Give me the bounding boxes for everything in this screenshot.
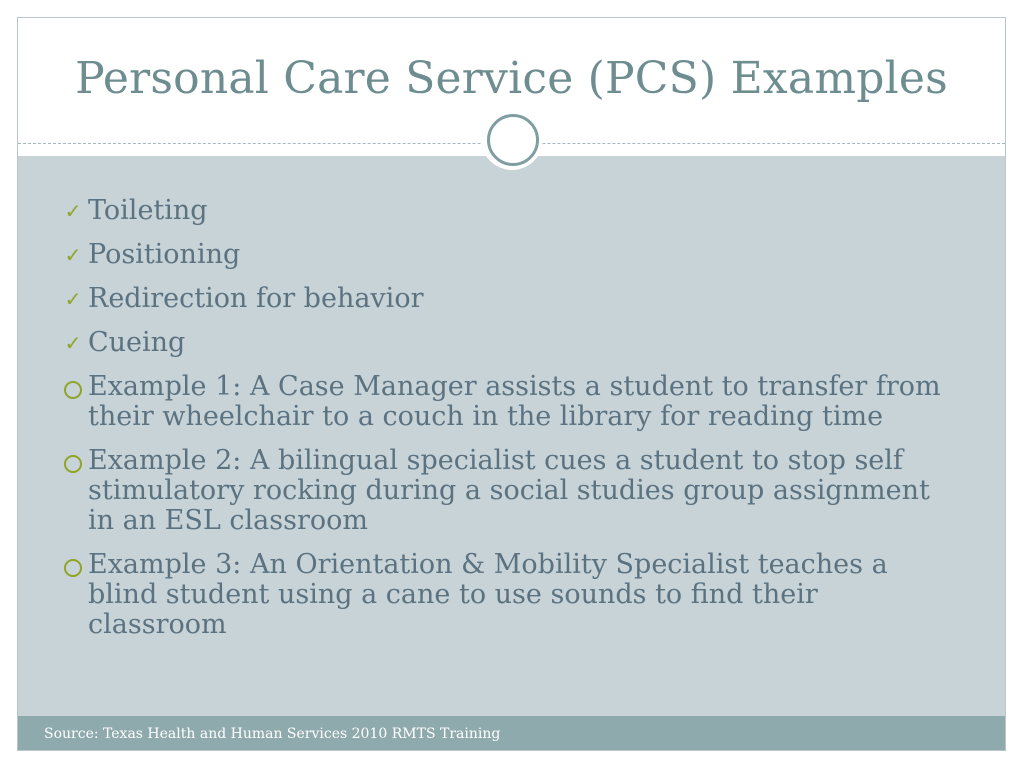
checkmark-icon: ✓ bbox=[64, 331, 82, 355]
bullet-item bbox=[58, 328, 958, 358]
bullet-list bbox=[58, 196, 958, 654]
bullet-text: Example 1: A Case Manager assists a student to transfer from their wheelchair to a couch in the library for reading time bbox=[88, 371, 941, 432]
bullet-text: Toileting bbox=[88, 195, 208, 226]
bullet-item bbox=[58, 550, 958, 640]
bullet-text: Redirection for behavior bbox=[88, 283, 424, 314]
bullet-item bbox=[58, 196, 958, 226]
checkmark-icon: ✓ bbox=[64, 287, 82, 311]
bullet-item bbox=[58, 284, 958, 314]
source-citation: Source: Texas Health and Human Services 2010 RMTS Training bbox=[44, 726, 501, 742]
bullet-text: Example 3: An Orientation & Mobility Specialist teaches a blind student using a cane to use sounds to find their classroom bbox=[88, 549, 888, 640]
bullet-item bbox=[58, 446, 958, 536]
hollow-circle-icon bbox=[64, 381, 82, 399]
bullet-text: Example 2: A bilingual specialist cues a student to stop self stimulatory rocking during a social studies group assignment in an ESL classroom bbox=[88, 445, 930, 536]
bullet-text: Cueing bbox=[88, 327, 186, 358]
hollow-circle-icon bbox=[64, 455, 82, 473]
bullet-item bbox=[58, 240, 958, 270]
bullet-text: Positioning bbox=[88, 239, 241, 270]
footer-bar bbox=[18, 716, 1005, 751]
checkmark-icon: ✓ bbox=[64, 243, 82, 267]
slide-title: Personal Care Service (PCS) Examples bbox=[75, 53, 948, 104]
checkmark-icon: ✓ bbox=[64, 199, 82, 223]
ring-ornament-icon bbox=[481, 108, 543, 170]
hollow-circle-icon bbox=[64, 559, 82, 577]
ring-ornament-inner bbox=[487, 114, 539, 166]
bullet-item bbox=[58, 372, 958, 432]
